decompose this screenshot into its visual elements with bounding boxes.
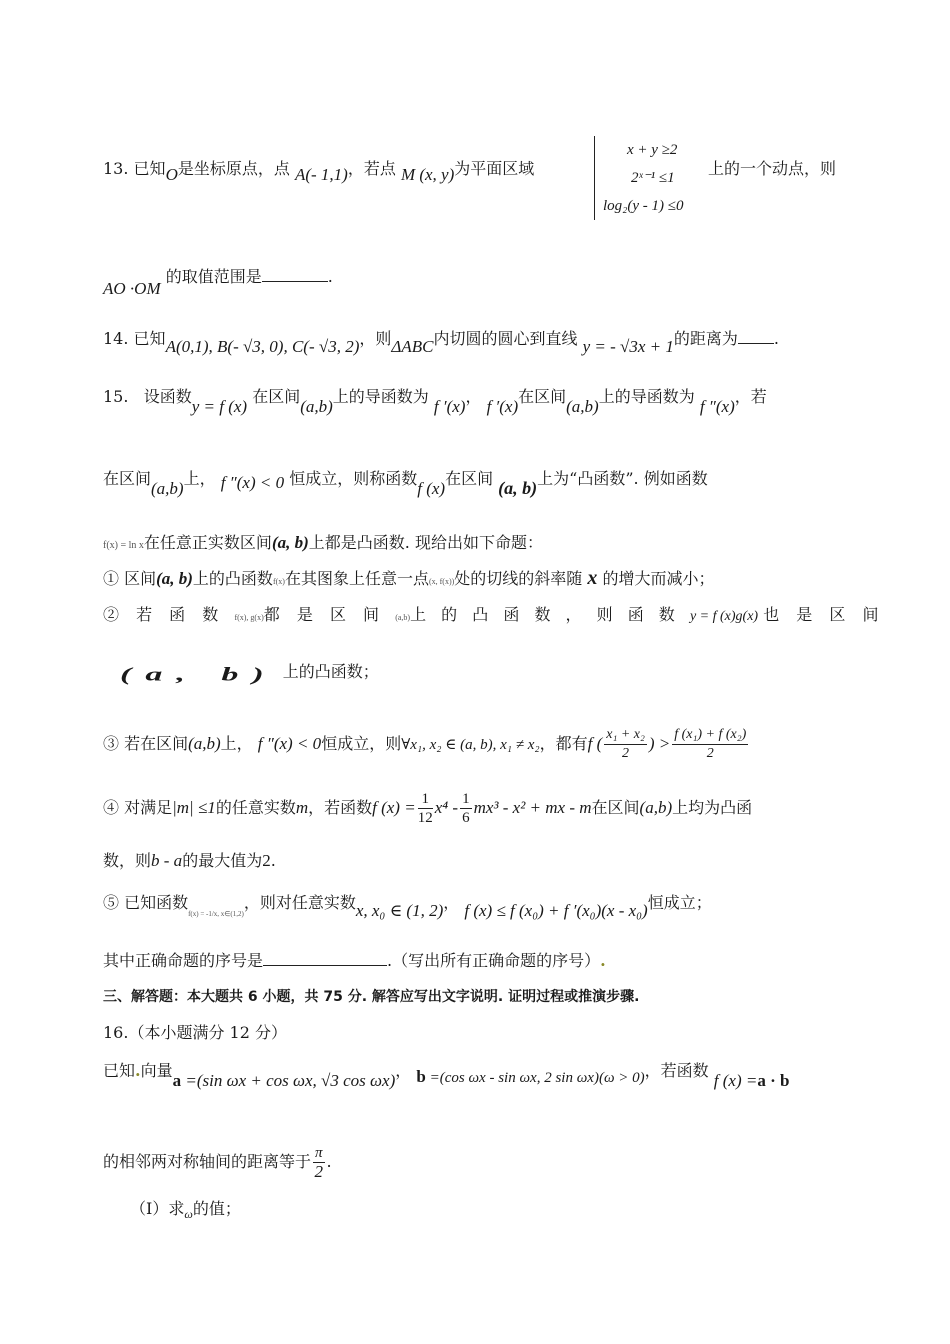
q15-proposition-4-cont: 数，则b - a的最大值为2. — [103, 851, 276, 870]
q15-line3: f(x) = ln x在任意正实数区间(a, b)上都是凸函数. 现给出如下命题： — [103, 533, 543, 552]
q16-line2: 的相邻两对称轴间的距离等于 $\frac{\pi}{2}$ . — [103, 1145, 332, 1181]
q14-answer-blank[interactable] — [738, 329, 774, 344]
q14-line: 14. 已知A(0,1), B(- √3, 0), C(- √3, 2)，则ΔABC内切圆的圆心到直线 y = - √3x + 1的距离为 . — [103, 329, 779, 356]
q13-line1-tail: 上的一个动点，则 — [708, 159, 837, 178]
q15-proposition-3: ③ 若在区间(a,b)上， f ″(x) < 0恒成立，则∀x₁, x₂ ∈ (a, b), x₁ ≠ x₂，都有f ( $\frac{\text{x₁ + x₂}}{2}$ ) > $\frac{\text{f (x₁) + f (x₂)}}{2}$ — [103, 727, 747, 761]
q15-proposition-2: ② 若 函 数 f(x), g(x)都 是 区 间 (a,b)上 的 凸 函 数 ， 则 函 数 y = f (x)g(x) 也 是 区 间 — [103, 605, 885, 624]
q15-proposition-2-cont: (a, b) 上的凸函数； — [120, 662, 379, 685]
q15-line1: 15. 设函数y = f (x) 在区间(a,b)上的导函数为 f ′(x)， f ′(x)在区间(a,b)上的导函数为 f ″(x)，若 — [103, 387, 767, 416]
q13-region-system: x + y ≥2 2ˣ⁻¹ ≤1 log₂(y - 1) ≤0 — [594, 136, 684, 220]
q16-part-1: （Ⅰ）求$_\omega$的值； — [130, 1199, 241, 1221]
q15-proposition-5: ⑤ 已知函数$_{f(x) = -1/x, x\in(1,2)}$，则对任意实数x, x₀ ∈ (1, 2)， f (x) ≤ f (x₀) + f ′(x₀)(x - x₀)恒成立； — [103, 893, 712, 920]
q15-proposition-4: ④ 对满足|m| ≤1的任意实数m，若函数f (x) = $\frac{1}{12}$ x⁴ - $\frac{1}{6}$ mx³ - x² + mx - m在区间(a,b)上均为凸函 — [103, 791, 753, 826]
section-3-heading: 三、解答题：本大题共 6 小题，共 75 分. 解答应写出文字说明. 证明过程或推演步骤. — [103, 989, 640, 1005]
q13-answer-blank[interactable] — [262, 267, 328, 282]
q13-line2: AO ·OM 的取值范围是 . — [103, 267, 333, 298]
q15-proposition-1: ① 区间(a, b)上的凸函数f(x)在其图象上任意一点(x, f(x))处的切线的斜率随 x 的增大而减小； — [103, 567, 715, 589]
q15-final-line: 其中正确命题的序号是 .（写出所有正确命题的序号）. — [103, 951, 606, 970]
q16-line1: 已知.向量a =(sin ωx + cos ωx, √3 cos ωx)， b =(cos ωx - sin ωx, 2 sin ωx)(ω > 0)，若函数 f (x) =a · b — [103, 1061, 790, 1090]
q16-label: 16.（本小题满分 12 分） — [103, 1023, 287, 1042]
q13-line1: 13. 已知O是坐标原点，点 A(- 1,1)，若点 M (x, y)为平面区域 — [103, 159, 535, 184]
q15-line2: 在区间(a,b)上， f ″(x) < 0 恒成立，则称函数f (x)在区间 (a, b)上为“凸函数”. 例如函数 — [103, 469, 708, 498]
q15-answer-blank[interactable] — [263, 951, 387, 966]
